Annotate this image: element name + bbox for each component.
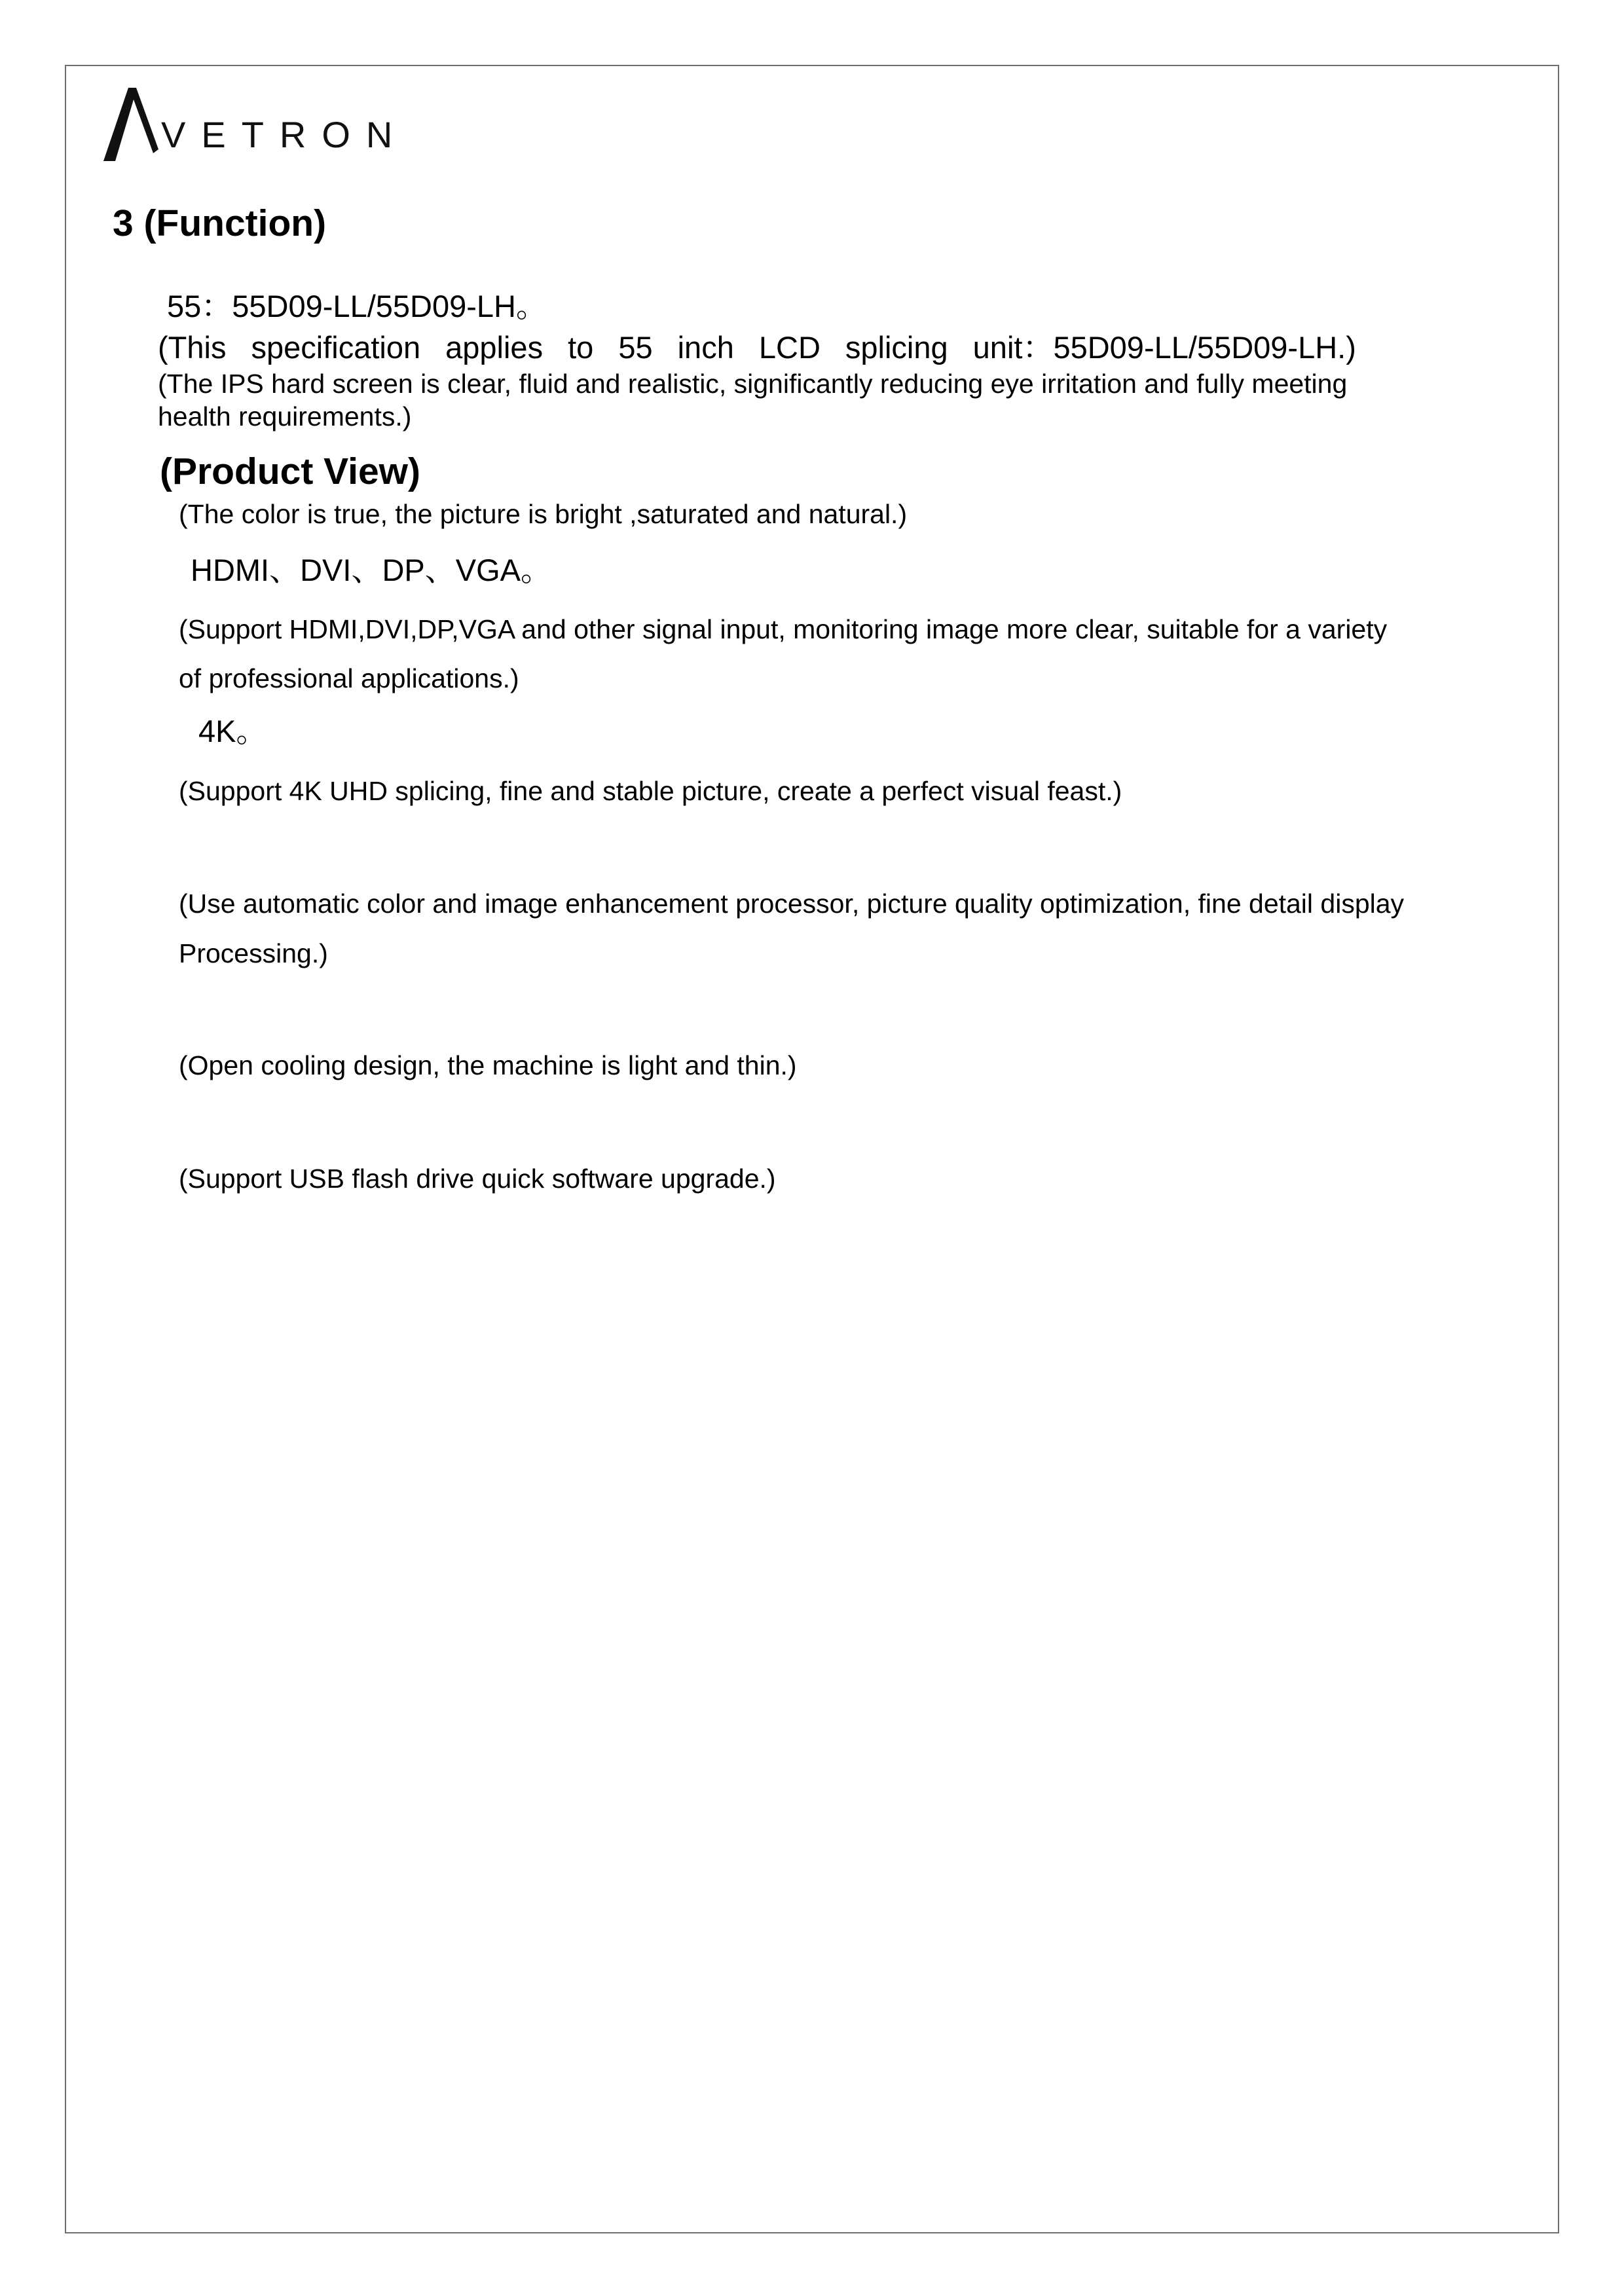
- brand-logo: [103, 85, 408, 161]
- fourk-heading: 4K。: [198, 714, 267, 748]
- brand-name: VETRON: [161, 114, 409, 155]
- spec-word: LCD: [758, 330, 821, 365]
- spec-word: applies: [445, 330, 544, 365]
- spec-model-line: 55：55D09-LL/55D09-LH。: [167, 289, 547, 323]
- fourk-text: (Support 4K UHD splicing, fine and stable picture, create a perfect visual feast.): [179, 776, 1122, 806]
- usb-text: (Support USB flash drive quick software upgrade.): [179, 1164, 776, 1194]
- spec-word: inch: [677, 330, 734, 365]
- spec-word: unit：55D09-LL/55D09-LH.): [972, 330, 1356, 365]
- enhance-text-line1: (Use automatic color and image enhancement processor, picture quality optimization, fine detail display: [179, 889, 1405, 919]
- spec-word: 55: [618, 330, 653, 365]
- function-heading: 3 (Function): [113, 202, 327, 244]
- ips-screen-text: (The IPS hard screen is clear, fluid and realistic, significantly reducing eye irritation and fully meeting health requirements.): [158, 369, 1348, 431]
- spec-word: specification: [251, 330, 421, 365]
- product-view-heading: (Product View): [160, 450, 420, 492]
- spec-description: [158, 332, 1356, 363]
- logo-mark-icon: [103, 88, 158, 161]
- cooling-text: (Open cooling design, the machine is light and thin.): [179, 1050, 797, 1080]
- inputs-text-line1: (Support HDMI,DVI,DP,VGA and other signal input, monitoring image more clear, suitable for a variety: [179, 614, 1388, 644]
- spec-word: (This: [158, 330, 227, 365]
- spec-word: splicing: [845, 330, 948, 365]
- spec-word: to: [568, 330, 594, 365]
- color-text: (The color is true, the picture is bright ,saturated and natural.): [179, 499, 908, 529]
- enhance-text-line2: Processing.): [179, 938, 328, 968]
- inputs-text-line2: of professional applications.): [179, 663, 519, 693]
- inputs-heading: HDMI、DVI、DP、VGA。: [191, 553, 551, 587]
